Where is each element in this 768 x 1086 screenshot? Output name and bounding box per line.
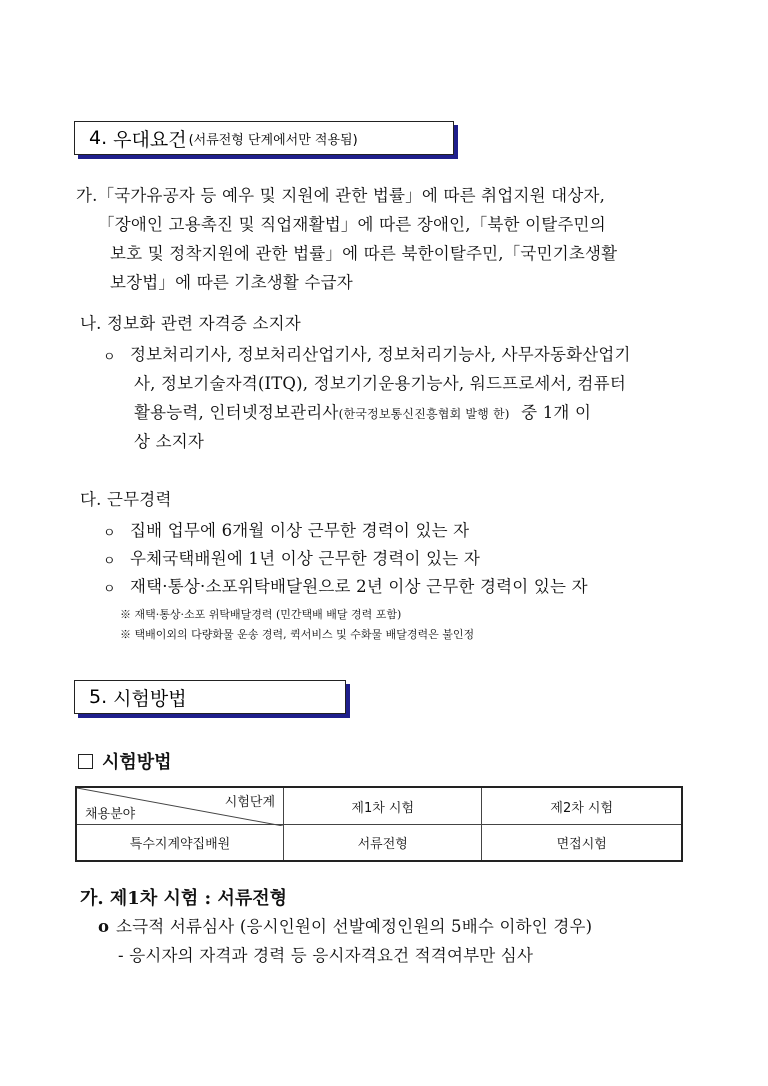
first-line-1: 소극적 서류심사 (응시인원이 선발예정인원의 5배수 이하인 경우) (116, 917, 593, 936)
diag-bottom-label: 채용분야 (85, 807, 136, 822)
na-line-2: 사, 정보기술자격(ITQ), 정보기기운용기능사, 워드프로세서, 컴퓨터 (134, 374, 626, 393)
da-item-1: 집배 업무에 6개월 이상 근무한 경력이 있는 자 (130, 521, 470, 540)
na-title: 나. 정보화 관련 자격증 소지자 (80, 314, 301, 333)
na-line-4: 상 소지자 (134, 432, 205, 451)
row-label-cell: 특수지계약집배원 (76, 825, 284, 862)
header-cell-1: 제1차 시험 (284, 787, 482, 825)
da-item-3: 재택·통상·소포위탁배달원으로 2년 이상 근무한 경력이 있는 자 (130, 577, 588, 596)
da-bullet-1: ㅇ (103, 526, 116, 541)
table-row (76, 825, 682, 862)
first-bullet: o (98, 917, 110, 936)
checkbox-icon (78, 754, 93, 769)
na-line-3 (134, 400, 591, 427)
cell-stage-2: 면접시험 (482, 825, 682, 862)
na-line-1: 정보처리기사, 정보처리산업기사, 정보처리기능사, 사무자동화산업기 (130, 345, 631, 364)
diagonal-header-cell (76, 787, 284, 825)
ga-line-4: 보장법」에 따른 기초생활 수급자 (110, 273, 353, 292)
da-item-2: 우체국택배원에 1년 이상 근무한 경력이 있는 자 (130, 549, 481, 568)
da-bullet-2: ㅇ (103, 554, 116, 569)
diag-top-label: 시험단계 (224, 795, 275, 810)
ga-line-2: 「장애인 고용촉진 및 직업재활법」에 따른 장애인,「북한 이탈주민의 (98, 215, 606, 234)
da-note-2: ※ 택배이외의 다량화물 운송 경력, 퀵서비스 및 수화물 배달경력은 불인정 (120, 628, 475, 641)
first-line-2: - 응시자의 자격과 경력 등 응시자격요건 적격여부만 심사 (118, 946, 534, 965)
da-bullet-3: ㅇ (103, 582, 116, 597)
da-title: 다. 근무경력 (80, 490, 172, 509)
na-line-3-main: 활용능력, 인터넷정보관리사 (134, 403, 339, 422)
section5-title: 시험방법 (113, 687, 187, 710)
na-bullet: ㅇ (103, 350, 116, 365)
exam-heading: 시험방법 (102, 752, 172, 773)
table-header-row (76, 787, 682, 825)
na-line-3-small: (한국정보통신진흥협회 발행 한) (338, 407, 510, 421)
ga-line-1: 가.「국가유공자 등 예우 및 지원에 관한 법률」에 따른 취업지원 대상자, (76, 186, 606, 205)
section5-header (74, 680, 346, 714)
section4-title: 우대요건 (113, 128, 187, 151)
section4-header (74, 121, 454, 155)
da-note-1: ※ 재택·통상·소포 위탁배달경력 (민간택배 배달 경력 포함) (120, 608, 402, 621)
section5-number: 5. (89, 686, 108, 708)
first-heading: 가. 제1차 시험 : 서류전형 (80, 888, 287, 909)
exam-table (75, 786, 683, 862)
cell-stage-1: 서류전형 (284, 825, 482, 862)
header-cell-2: 제2차 시험 (482, 787, 682, 825)
section4-subtitle: (서류전형 단계에서만 적용됨) (188, 132, 358, 148)
section4-number: 4. (89, 127, 108, 149)
na-line-3-tail: 중 1개 이 (521, 403, 592, 422)
ga-line-3: 보호 및 정착지원에 관한 법률」에 따른 북한이탈주민,「국민기초생활 (110, 244, 618, 263)
